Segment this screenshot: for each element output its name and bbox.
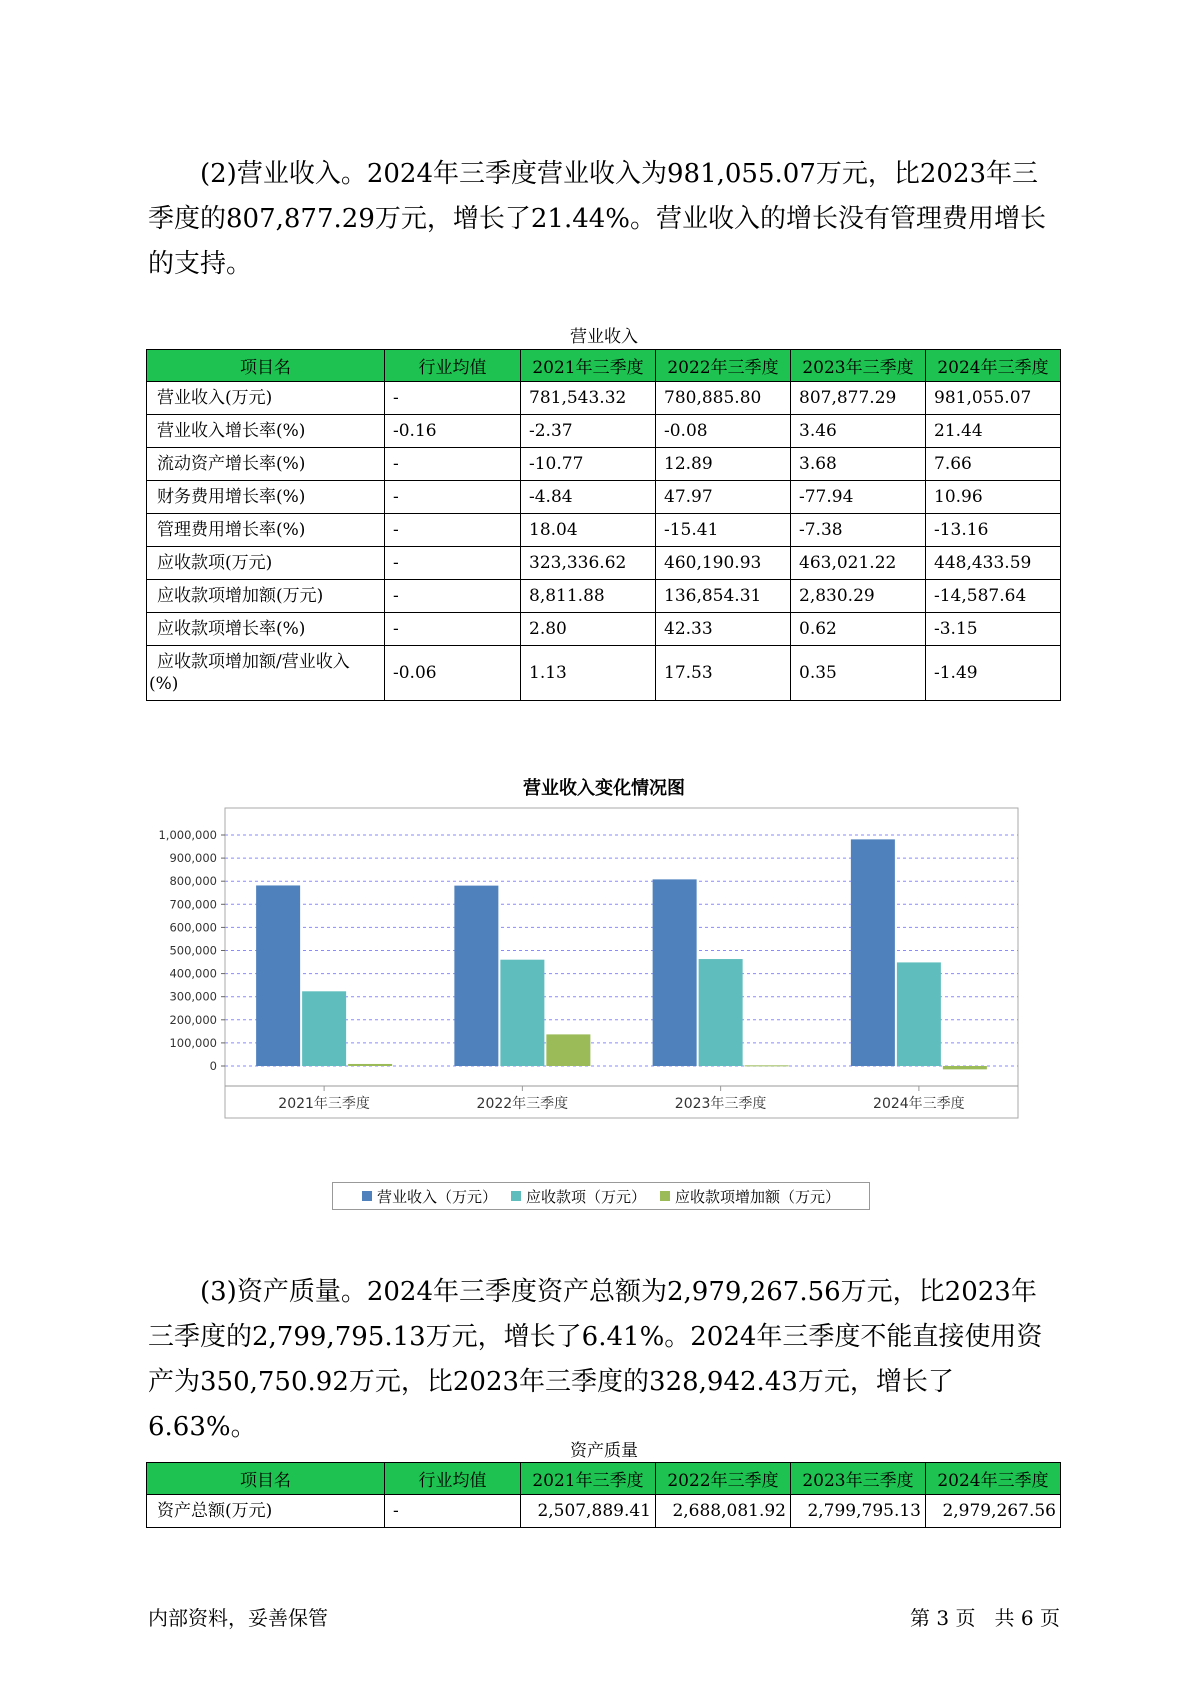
table-cell: 2,799,795.13 — [791, 1495, 926, 1528]
table-cell: 18.04 — [521, 514, 656, 547]
table-cell: - — [385, 547, 521, 580]
y-tick-label: 100,000 — [169, 1035, 217, 1050]
legend-item — [511, 1186, 646, 1207]
table-cell: 781,543.32 — [521, 382, 656, 415]
table-cell: 2,688,081.92 — [656, 1495, 791, 1528]
table-row — [147, 514, 1061, 547]
paragraph-operating-revenue: (2)营业收入。2024年三季度营业收入为981,055.07万元，比2023年三季度的807,877.29万元，增长了21.44%。营业收入的增长没有管理费用增长的支持。 — [148, 159, 1047, 279]
bar — [745, 1065, 789, 1066]
column-header: 2024年三季度 — [926, 1463, 1061, 1495]
table-cell: -1.49 — [926, 646, 1061, 701]
y-tick-label: 800,000 — [169, 874, 217, 889]
x-tick-label: 2023年三季度 — [674, 1096, 767, 1112]
footer-confidential-note: 内部资料，妥善保管 — [148, 1606, 328, 1630]
legend-swatch — [362, 1191, 372, 1201]
operating-revenue-table — [146, 349, 1061, 701]
table-cell: 3.46 — [791, 415, 926, 448]
table-row — [147, 580, 1061, 613]
y-tick-label: 500,000 — [169, 943, 217, 958]
table-cell: - — [385, 481, 521, 514]
table-cell: -15.41 — [656, 514, 791, 547]
table-cell: -0.16 — [385, 415, 521, 448]
column-header: 2021年三季度 — [521, 350, 656, 382]
table-cell: -3.15 — [926, 613, 1061, 646]
legend-item — [660, 1186, 840, 1207]
table-cell: 2,830.29 — [791, 580, 926, 613]
table1-caption: 营业收入 — [570, 327, 638, 347]
table-cell: 448,433.59 — [926, 547, 1061, 580]
bar — [302, 991, 346, 1066]
table-row — [147, 613, 1061, 646]
table-row — [147, 1495, 1061, 1528]
table-cell: -10.77 — [521, 448, 656, 481]
asset-quality-table — [146, 1462, 1061, 1528]
table-row — [147, 448, 1061, 481]
table-cell: 136,854.31 — [656, 580, 791, 613]
table-cell: 47.97 — [656, 481, 791, 514]
table-header-row — [147, 1463, 1061, 1495]
table-header-row — [147, 350, 1061, 382]
table-cell: 981,055.07 — [926, 382, 1061, 415]
bar — [500, 960, 544, 1066]
bar — [897, 962, 941, 1066]
column-header: 2023年三季度 — [791, 1463, 926, 1495]
table-cell: - — [385, 1495, 521, 1528]
table-cell: 42.33 — [656, 613, 791, 646]
row-label: 营业收入(万元) — [147, 382, 385, 415]
column-header: 项目名 — [147, 350, 385, 382]
table-cell: 780,885.80 — [656, 382, 791, 415]
legend-swatch — [511, 1191, 521, 1201]
row-label: 应收款项增加额(万元) — [147, 580, 385, 613]
row-label: 财务费用增长率(%) — [147, 481, 385, 514]
table-cell: - — [385, 448, 521, 481]
table2-caption: 资产质量 — [570, 1441, 638, 1461]
y-tick-label: 700,000 — [169, 897, 217, 912]
row-label: 管理费用增长率(%) — [147, 514, 385, 547]
legend-label: 应收款项（万元） — [525, 1187, 646, 1206]
table-row — [147, 415, 1061, 448]
table-cell: 12.89 — [656, 448, 791, 481]
table-cell: -13.16 — [926, 514, 1061, 547]
table-cell: 463,021.22 — [791, 547, 926, 580]
table-cell: -7.38 — [791, 514, 926, 547]
table-cell: - — [385, 382, 521, 415]
table-cell: - — [385, 613, 521, 646]
y-tick-label: 0 — [209, 1059, 217, 1073]
chart-legend — [332, 1182, 870, 1210]
table-cell: - — [385, 514, 521, 547]
row-label: 营业收入增长率(%) — [147, 415, 385, 448]
table-cell: 2.80 — [521, 613, 656, 646]
table-cell: 2,507,889.41 — [521, 1495, 656, 1528]
bar — [653, 879, 697, 1066]
legend-label: 应收款项增加额（万元） — [675, 1187, 841, 1206]
column-header: 2024年三季度 — [926, 350, 1061, 382]
chart-title: 营业收入变化情况图 — [523, 778, 685, 799]
y-tick-label: 900,000 — [169, 851, 217, 866]
y-tick-label: 400,000 — [169, 966, 217, 981]
table-cell: 323,336.62 — [521, 547, 656, 580]
x-tick-label: 2021年三季度 — [278, 1096, 370, 1112]
legend-swatch — [660, 1191, 670, 1201]
y-tick-label: 200,000 — [169, 1012, 217, 1027]
column-header: 2023年三季度 — [791, 350, 926, 382]
table-cell: 2,979,267.56 — [926, 1495, 1061, 1528]
legend-label: 营业收入（万元） — [376, 1187, 497, 1206]
footer-page-number: 第 3 页 共 6 页 — [910, 1606, 1060, 1630]
y-tick-label: 300,000 — [169, 989, 217, 1004]
table-cell: 3.68 — [791, 448, 926, 481]
revenue-bar-chart — [158, 808, 1030, 1178]
column-header: 2021年三季度 — [521, 1463, 656, 1495]
table-row — [147, 382, 1061, 415]
table-row — [147, 547, 1061, 580]
legend-item — [362, 1186, 497, 1207]
bar — [256, 885, 300, 1066]
table-cell: 0.35 — [791, 646, 926, 701]
table-row — [147, 481, 1061, 514]
table-cell: 1.13 — [521, 646, 656, 701]
bar — [454, 886, 498, 1066]
table-cell: 807,877.29 — [791, 382, 926, 415]
column-header: 项目名 — [147, 1463, 385, 1495]
table-cell: 460,190.93 — [656, 547, 791, 580]
row-label: 资产总额(万元) — [147, 1495, 385, 1528]
table-cell: 10.96 — [926, 481, 1061, 514]
table-cell: -2.37 — [521, 415, 656, 448]
bar — [851, 839, 895, 1066]
y-tick-label: 1,000,000 — [158, 828, 217, 842]
paragraph-asset-quality: (3)资产质量。2024年三季度资产总额为2,979,267.56万元，比2023年三季度的2,799,795.13万元，增长了6.41%。2024年三季度不能直接使用资产为350,750.92万元，比2023年三季度的328,942.43万元，增长了6.63%。 — [148, 1277, 1043, 1442]
bar — [546, 1034, 590, 1066]
column-header: 行业均值 — [385, 1463, 521, 1495]
x-tick-label: 2022年三季度 — [476, 1096, 569, 1112]
table-cell: 0.62 — [791, 613, 926, 646]
table-cell: 21.44 — [926, 415, 1061, 448]
bar — [943, 1066, 987, 1069]
table-cell: -4.84 — [521, 481, 656, 514]
x-tick-label: 2024年三季度 — [873, 1096, 965, 1112]
column-header: 行业均值 — [385, 350, 521, 382]
y-tick-label: 600,000 — [169, 920, 217, 935]
table-cell: - — [385, 580, 521, 613]
table-cell: 8,811.88 — [521, 580, 656, 613]
table-row — [147, 646, 1061, 701]
column-header: 2022年三季度 — [656, 350, 791, 382]
row-label: 应收款项增长率(%) — [147, 613, 385, 646]
bar — [348, 1064, 392, 1066]
row-label: 应收款项(万元) — [147, 547, 385, 580]
table-cell: 17.53 — [656, 646, 791, 701]
bar — [699, 959, 743, 1066]
table-cell: -0.06 — [385, 646, 521, 701]
table-cell: -77.94 — [791, 481, 926, 514]
table-cell: -14,587.64 — [926, 580, 1061, 613]
row-label: 应收款项增加额/营业收入(%) — [147, 646, 385, 701]
column-header: 2022年三季度 — [656, 1463, 791, 1495]
table-cell: 7.66 — [926, 448, 1061, 481]
row-label: 流动资产增长率(%) — [147, 448, 385, 481]
table-cell: -0.08 — [656, 415, 791, 448]
